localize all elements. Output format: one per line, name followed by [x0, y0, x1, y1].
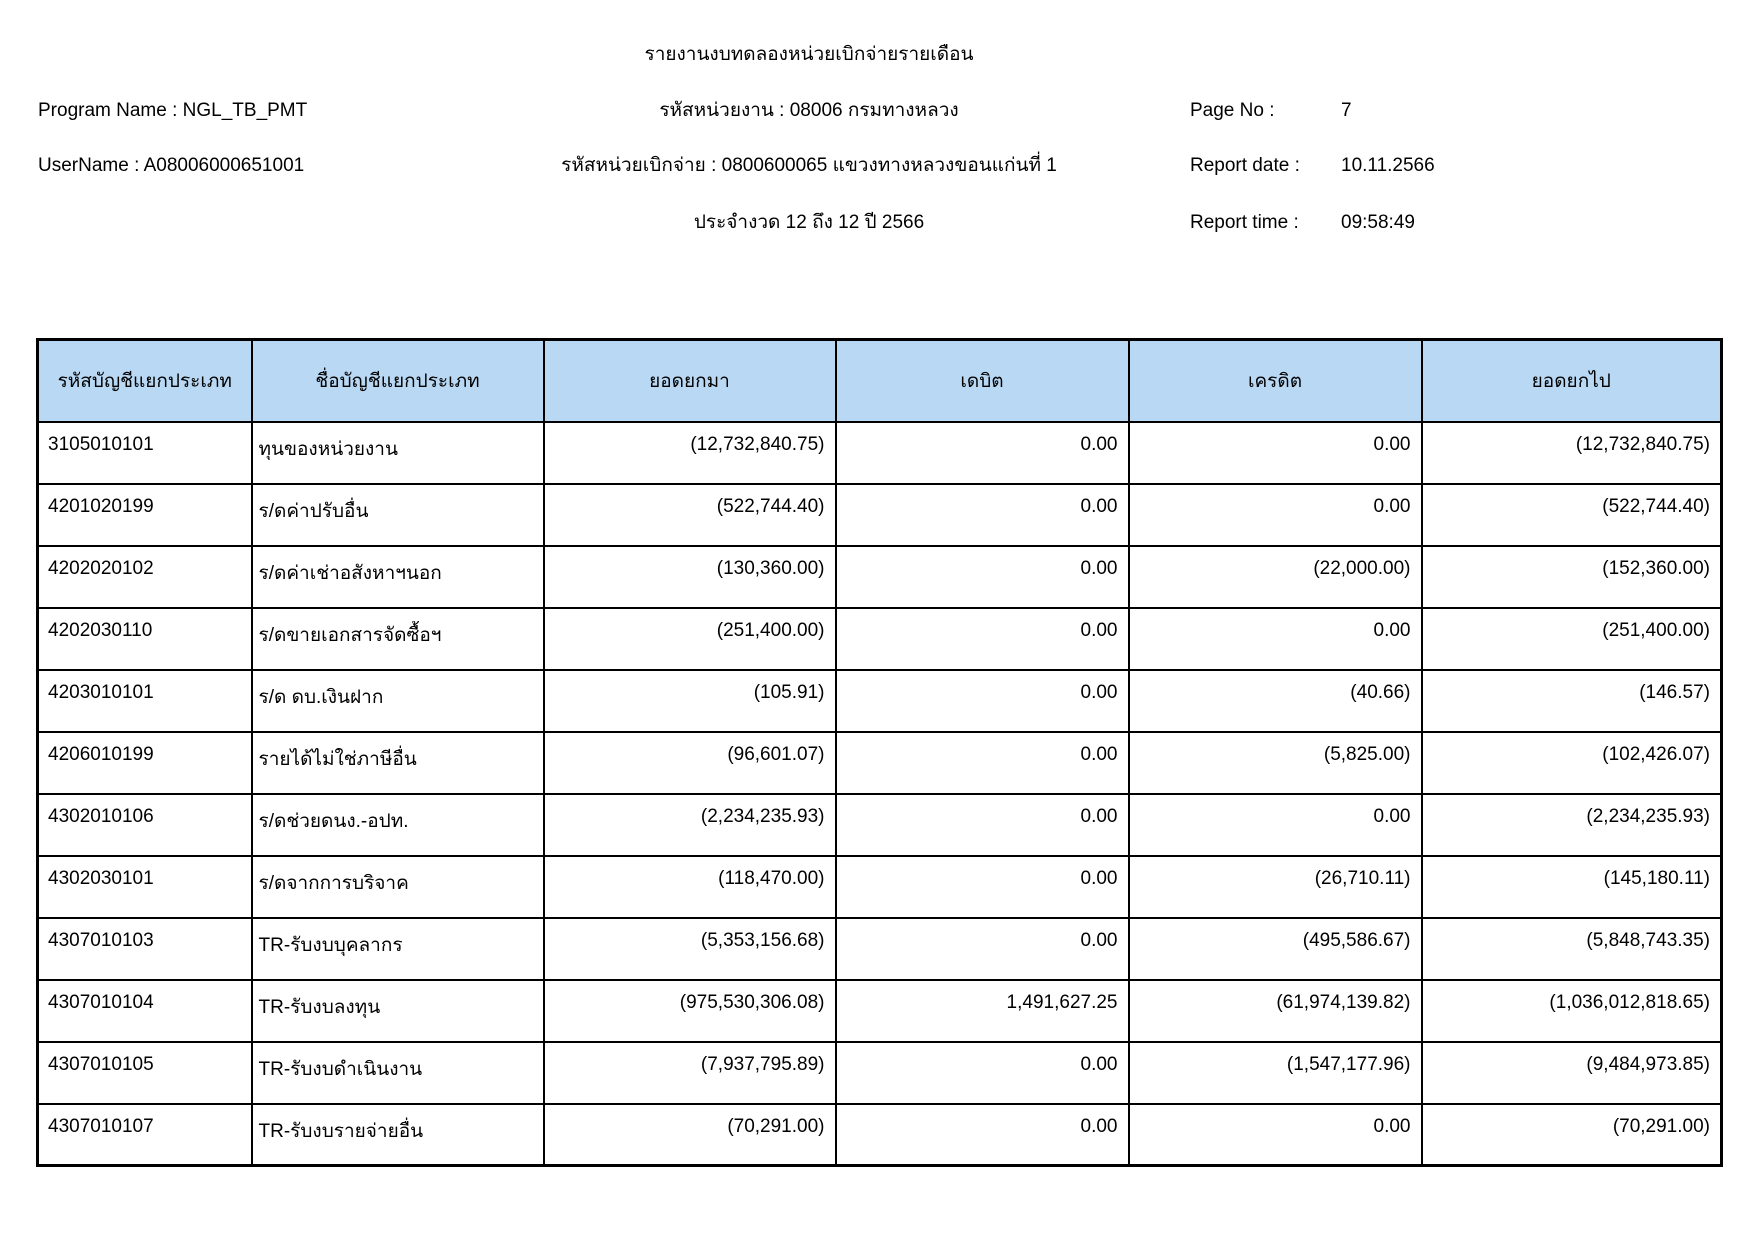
table-body	[38, 422, 1722, 1166]
cell-credit: (1,547,177.96)	[1129, 1042, 1422, 1104]
column-header-account-name: ชื่อบัญชีแยกประเภท	[252, 340, 544, 422]
cell-opening-balance: (12,732,840.75)	[544, 422, 836, 484]
cell-opening-balance: (522,744.40)	[544, 484, 836, 546]
cell-account-name: ร/ดช่วยดนง.-อปท.	[252, 794, 544, 856]
cell-account-name: TR-รับงบบุคลากร	[252, 918, 544, 980]
cell-credit: (61,974,139.82)	[1129, 980, 1422, 1042]
page-title: รายงานงบทดลองหน่วยเบิกจ่ายรายเดือน	[644, 44, 974, 65]
cell-credit: (26,710.11)	[1129, 856, 1422, 918]
cell-closing-balance: (102,426.07)	[1422, 732, 1722, 794]
cell-account-name: ร/ด ดบ.เงินฝาก	[252, 670, 544, 732]
cell-account-name: ร/ดค่าปรับอื่น	[252, 484, 544, 546]
cell-closing-balance: (146.57)	[1422, 670, 1722, 732]
table-row	[38, 1104, 1722, 1166]
cell-debit: 0.00	[836, 794, 1129, 856]
cell-credit: (22,000.00)	[1129, 546, 1422, 608]
cell-credit: 0.00	[1129, 484, 1422, 546]
cell-account-code: 4302010106	[38, 794, 252, 856]
table-row	[38, 794, 1722, 856]
cell-closing-balance: (1,036,012,818.65)	[1422, 980, 1722, 1042]
cell-account-name: ร/ดขายเอกสารจัดซื้อฯ	[252, 608, 544, 670]
cell-debit: 1,491,627.25	[836, 980, 1129, 1042]
table-row	[38, 918, 1722, 980]
cell-account-name: ร/ดจากการบริจาค	[252, 856, 544, 918]
cell-account-name: ทุนของหน่วยงาน	[252, 422, 544, 484]
cell-account-name: TR-รับงบดำเนินงาน	[252, 1042, 544, 1104]
user-name-label: UserName :	[38, 155, 140, 176]
agency-code-line: รหัสหน่วยงาน : 08006 กรมทางหลวง	[659, 100, 959, 121]
column-header-closing-balance: ยอดยกไป	[1422, 340, 1722, 422]
cell-opening-balance: (975,530,306.08)	[544, 980, 836, 1042]
cell-account-name: TR-รับงบลงทุน	[252, 980, 544, 1042]
trial-balance-table	[36, 338, 1723, 1167]
column-header-credit: เครดิต	[1129, 340, 1422, 422]
cell-debit: 0.00	[836, 918, 1129, 980]
cell-opening-balance: (105.91)	[544, 670, 836, 732]
cell-account-name: รายได้ไม่ใช่ภาษีอื่น	[252, 732, 544, 794]
program-name-value: NGL_TB_PMT	[182, 100, 308, 121]
cell-closing-balance: (522,744.40)	[1422, 484, 1722, 546]
cell-account-code: 4302030101	[38, 856, 252, 918]
cell-closing-balance: (2,234,235.93)	[1422, 794, 1722, 856]
cell-account-code: 4203010101	[38, 670, 252, 732]
cell-debit: 0.00	[836, 670, 1129, 732]
disbursement-unit-line: รหัสหน่วยเบิกจ่าย : 0800600065 แขวงทางหลวงขอนแก่นที่ 1	[561, 155, 1057, 176]
cell-opening-balance: (96,601.07)	[544, 732, 836, 794]
table-row	[38, 856, 1722, 918]
user-name-value: A08006000651001	[143, 155, 305, 176]
cell-account-code: 4307010104	[38, 980, 252, 1042]
cell-account-code: 4201020199	[38, 484, 252, 546]
cell-debit: 0.00	[836, 608, 1129, 670]
cell-account-name: TR-รับงบรายจ่ายอื่น	[252, 1104, 544, 1166]
cell-credit: 0.00	[1129, 1104, 1422, 1166]
cell-debit: 0.00	[836, 856, 1129, 918]
table-row	[38, 980, 1722, 1042]
cell-opening-balance: (130,360.00)	[544, 546, 836, 608]
table-row	[38, 732, 1722, 794]
cell-debit: 0.00	[836, 422, 1129, 484]
cell-closing-balance: (5,848,743.35)	[1422, 918, 1722, 980]
cell-closing-balance: (12,732,840.75)	[1422, 422, 1722, 484]
table-row	[38, 670, 1722, 732]
report-time-value: 09:58:49	[1341, 212, 1415, 233]
cell-credit: (40.66)	[1129, 670, 1422, 732]
cell-closing-balance: (9,484,973.85)	[1422, 1042, 1722, 1104]
cell-opening-balance: (70,291.00)	[544, 1104, 836, 1166]
table-row	[38, 1042, 1722, 1104]
cell-credit: (495,586.67)	[1129, 918, 1422, 980]
cell-opening-balance: (251,400.00)	[544, 608, 836, 670]
cell-closing-balance: (251,400.00)	[1422, 608, 1722, 670]
cell-credit: 0.00	[1129, 422, 1422, 484]
cell-credit: (5,825.00)	[1129, 732, 1422, 794]
table-row	[38, 422, 1722, 484]
table-row	[38, 484, 1722, 546]
period-line: ประจำงวด 12 ถึง 12 ปี 2566	[693, 212, 925, 233]
column-header-debit: เดบิต	[836, 340, 1129, 422]
cell-debit: 0.00	[836, 546, 1129, 608]
cell-closing-balance: (152,360.00)	[1422, 546, 1722, 608]
table-row	[38, 546, 1722, 608]
cell-debit: 0.00	[836, 484, 1129, 546]
cell-account-code: 4206010199	[38, 732, 252, 794]
cell-debit: 0.00	[836, 1042, 1129, 1104]
cell-debit: 0.00	[836, 732, 1129, 794]
cell-account-code: 4307010103	[38, 918, 252, 980]
cell-credit: 0.00	[1129, 794, 1422, 856]
trial-balance-table-container	[36, 338, 1723, 1167]
cell-closing-balance: (70,291.00)	[1422, 1104, 1722, 1166]
column-header-account-code: รหัสบัญชีแยกประเภท	[38, 340, 252, 422]
report-time-label: Report time :	[1190, 212, 1299, 233]
page-no-label: Page No :	[1190, 100, 1275, 121]
cell-account-name: ร/ดค่าเช่าอสังหาฯนอก	[252, 546, 544, 608]
cell-opening-balance: (2,234,235.93)	[544, 794, 836, 856]
cell-account-code: 4307010105	[38, 1042, 252, 1104]
page-no-value: 7	[1341, 100, 1352, 121]
cell-opening-balance: (5,353,156.68)	[544, 918, 836, 980]
cell-account-code: 3105010101	[38, 422, 252, 484]
cell-opening-balance: (7,937,795.89)	[544, 1042, 836, 1104]
cell-opening-balance: (118,470.00)	[544, 856, 836, 918]
cell-closing-balance: (145,180.11)	[1422, 856, 1722, 918]
report-date-value: 10.11.2566	[1341, 155, 1435, 176]
cell-debit: 0.00	[836, 1104, 1129, 1166]
cell-account-code: 4307010107	[38, 1104, 252, 1166]
report-date-label: Report date :	[1190, 155, 1300, 176]
table-row	[38, 608, 1722, 670]
cell-credit: 0.00	[1129, 608, 1422, 670]
table-header-row	[38, 340, 1722, 422]
cell-account-code: 4202020102	[38, 546, 252, 608]
column-header-opening-balance: ยอดยกมา	[544, 340, 836, 422]
program-name-label: Program Name :	[38, 100, 178, 121]
cell-account-code: 4202030110	[38, 608, 252, 670]
